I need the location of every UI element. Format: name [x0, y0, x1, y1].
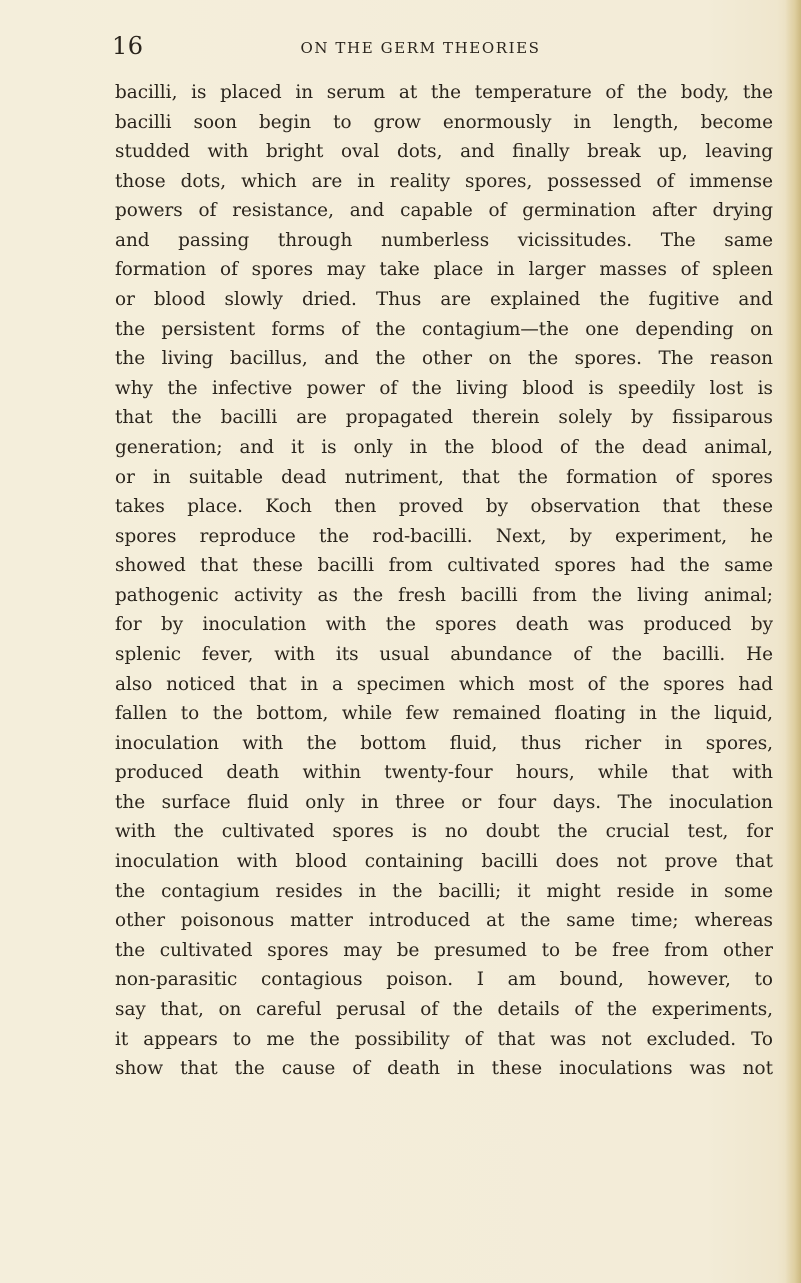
body-text [115, 78, 773, 1084]
text-line: inoculation with the bottom fluid, thus richer in spores, [115, 732, 773, 754]
text-line: bacilli soon begin to grow enormously in length, become [115, 111, 773, 133]
page-number: 16 [112, 32, 144, 60]
text-line: formation of spores may take place in larger masses of spleen [115, 259, 773, 281]
text-line: it appears to me the possibility of that was not excluded. To [115, 1028, 773, 1050]
text-line: bacilli, is placed in serum at the temperature of the body, the [115, 82, 773, 103]
text-line: the persistent forms of the contagium—the one depending on [115, 318, 773, 340]
text-line: studded with bright oval dots, and finally break up, leaving [115, 141, 773, 163]
text-line: spores reproduce the rod-bacilli. Next, by experiment, he [115, 525, 773, 547]
text-line: those dots, which are in reality spores, possessed of immense [115, 170, 773, 192]
text-line: the surface fluid only in three or four days. The inoculation [115, 791, 773, 813]
text-line: that the bacilli are propagated therein solely by fissiparous [115, 407, 773, 429]
page-edge-shading [785, 0, 801, 1283]
text-line: generation; and it is only in the blood of the dead animal, [115, 436, 773, 458]
text-line: the living bacillus, and the other on the spores. The reason [115, 348, 773, 370]
text-line: say that, on careful perusal of the details of the experiments, [115, 998, 773, 1020]
text-line: the contagium resides in the bacilli; it might reside in some [115, 880, 773, 902]
text-line: splenic fever, with its usual abundance of the bacilli. He [115, 643, 773, 665]
text-line: other poisonous matter introduced at the same time; whereas [115, 910, 773, 932]
text-line: takes place. Koch then proved by observation that these [115, 496, 773, 518]
text-line: pathogenic activity as the fresh bacilli from the living animal; [115, 584, 773, 606]
text-line: showed that these bacilli from cultivated spores had the same [115, 555, 773, 577]
text-line: fallen to the bottom, while few remained floating in the liquid, [115, 703, 773, 725]
text-line: for by inoculation with the spores death was produced by [115, 614, 773, 636]
text-line: the cultivated spores may be presumed to be free from other [115, 939, 773, 961]
text-line: and passing through numberless vicissitudes. The same [115, 229, 773, 251]
text-line: produced death within twenty-four hours, while that with [115, 762, 773, 784]
running-head: ON THE GERM THEORIES [300, 39, 541, 57]
text-line: or in suitable dead nutriment, that the formation of spores [115, 466, 773, 488]
text-line: with the cultivated spores is no doubt the crucial test, for [115, 821, 773, 843]
text-line: or blood slowly dried. Thus are explained the fugitive and [115, 289, 773, 311]
text-line: inoculation with blood containing bacilli does not prove that [115, 851, 773, 873]
text-line: why the infective power of the living blood is speedily lost is [115, 377, 773, 399]
text-line: also noticed that in a specimen which most of the spores had [115, 673, 773, 695]
text-line: show that the cause of death in these inoculations was not [115, 1058, 773, 1080]
text-line: powers of resistance, and capable of germination after drying [115, 200, 773, 222]
text-line: non-parasitic contagious poison. I am bound, however, to [115, 969, 773, 991]
